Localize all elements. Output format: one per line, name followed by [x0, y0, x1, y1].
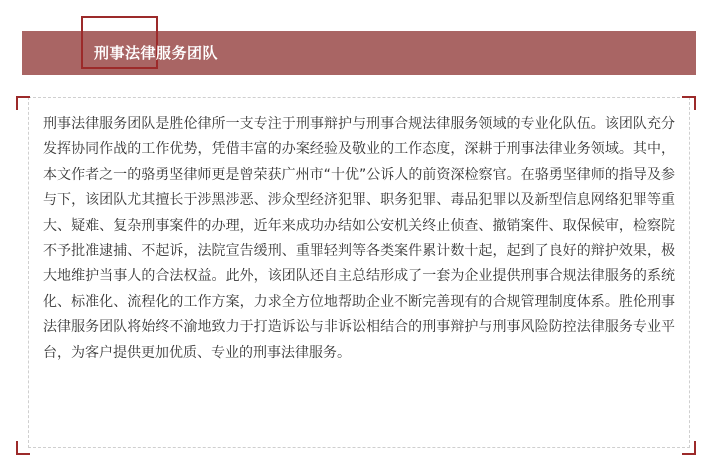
corner-bottom-right-decoration: [682, 441, 696, 455]
team-description-paragraph: 刑事法律服务团队是胜伦律所一支专注于刑事辩护与刑事合规法律服务领域的专业化队伍。该团队充分发挥协同作战的工作优势，凭借丰富的办案经验及敬业的工作态度，深耕于刑事法律业务领域。其中，本文作者之一的骆勇坚律师更是曾荣获广州市“十优”公诉人的前资深检察官。在骆勇坚律师的指导及参与下，该团队尤其擅长于涉黑涉恶、涉众型经济犯罪、职务犯罪、毒品犯罪以及新型信息网络犯罪等重大、疑难、复杂刑事案件的办理，近年来成功办结如公安机关终止侦查、撤销案件、取保候审，检察院不予批准逮捕、不起诉，法院宣告缓刑、重罪轻判等各类案件累计数十起，起到了良好的辩护效果，极大地维护当事人的合法权益。此外，该团队还自主总结形成了一套为企业提供刑事合规法律服务的系统化、标准化、流程化的工作方案，力求全方位地帮助企业不断完善现有的合规管理制度体系。胜伦刑事法律服务团队将始终不渝地致力于打造诉讼与非诉讼相结合的刑事辩护与刑事风险防控法律服务专业平台，为客户提供更加优质、专业的刑事法律服务。: [43, 116, 675, 361]
section-title: 刑事法律服务团队: [94, 44, 219, 62]
corner-top-left-decoration: [16, 96, 30, 110]
corner-bottom-left-decoration: [16, 441, 30, 455]
corner-top-right-decoration: [682, 96, 696, 110]
